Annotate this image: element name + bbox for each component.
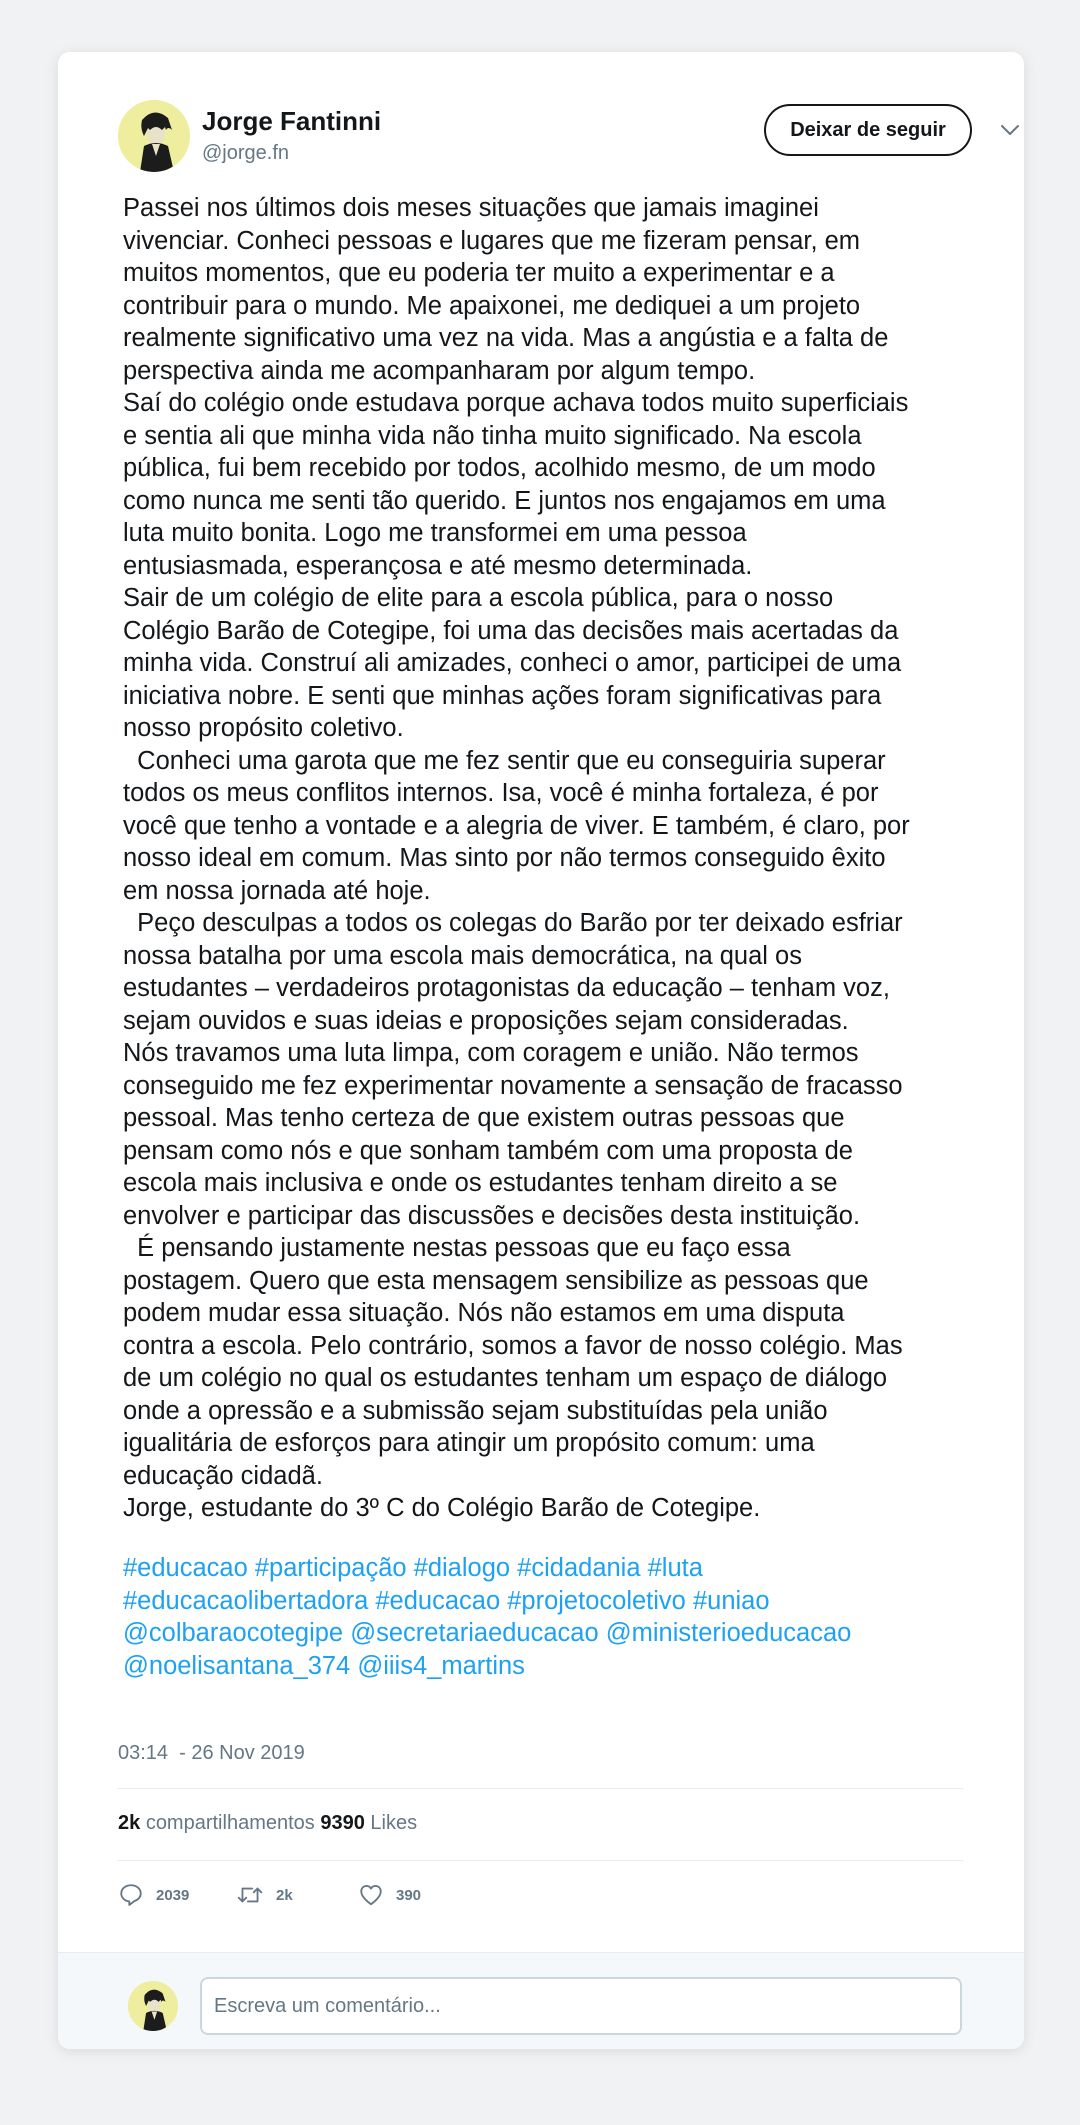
tweet-stats — [118, 1812, 417, 1835]
hashtag-link[interactable]: #participação — [254, 1554, 407, 1582]
mention-line — [123, 1650, 969, 1683]
likes-label[interactable]: Likes — [370, 1812, 418, 1834]
tweet-hashtags — [123, 1552, 969, 1682]
divider — [118, 1788, 964, 1789]
hashtag-link[interactable]: #cidadania — [517, 1554, 641, 1582]
unfollow-button[interactable]: Deixar de seguir — [764, 104, 972, 156]
like-button[interactable] — [358, 1880, 421, 1910]
hashtag-link[interactable]: #educacao — [375, 1586, 501, 1615]
hashtag-link[interactable]: #uniao — [692, 1586, 770, 1615]
tweet-card — [58, 52, 1024, 2049]
reply-button[interactable] — [118, 1880, 189, 1910]
comment-input[interactable] — [200, 1977, 962, 2035]
tweet-header — [118, 100, 968, 180]
user-avatar-icon — [128, 1981, 178, 2031]
retweet-count: 2k — [276, 1886, 293, 1904]
composer-avatar — [128, 1981, 178, 2031]
hashtag-line — [123, 1552, 969, 1585]
heart-icon — [358, 1882, 384, 1908]
reply-icon — [118, 1882, 144, 1908]
author-avatar[interactable] — [118, 100, 190, 172]
mention-line — [123, 1617, 969, 1650]
mention-link[interactable]: @secretariaeducacao — [350, 1619, 599, 1647]
shares-count[interactable]: 2k — [118, 1812, 141, 1834]
user-avatar-icon — [118, 100, 190, 172]
like-count: 390 — [396, 1886, 422, 1904]
mention-link[interactable]: @ministerioeducacao — [605, 1619, 852, 1647]
tweet-actions — [118, 1880, 718, 1910]
mention-link[interactable]: @iiis4_martins — [357, 1651, 525, 1680]
chevron-down-icon[interactable] — [998, 118, 1022, 142]
tweet-timestamp[interactable]: 03:14 - 26 Nov 2019 — [118, 1742, 305, 1764]
shares-label[interactable]: compartilhamentos — [145, 1812, 315, 1834]
author-handle[interactable]: @jorge.fn — [202, 142, 290, 164]
reply-count: 2039 — [156, 1886, 190, 1904]
tweet-text: Passei nos últimos dois meses situações que jamais imaginei vivenciar. Conheci pessoas e lugares que me fizeram pensar, em muitos momentos, que eu poderia ter muito a experimentar e a contribuir para o mundo. Me apaixonei, me dediquei a um projeto realmente significativo uma vez na vida. Mas a angústia e a falta de perspectiva ainda me acompanharam por algum tempo. Saí do colégio onde estudava porque achava todos muito superficiais e sentia ali que minha vida não tinha muito significado. Na escola pública, fui bem recebido por todos, acolhido mesmo, de um modo como nunca me senti tão querido. E juntos nos engajamos em uma luta muito bonita. Logo me transformei em uma pessoa entusiasmada, esperançosa e até mesmo determinada. Sair de um colégio de elite para a escola pública, para o nosso Colégio Barão de Cotegipe, foi uma das decisões mais acertadas da minha vida. Construí ali amizades, conheci o amor, participei de uma iniciativa nobre. E senti que minhas ações foram significativas para nosso propósito coletivo. Conheci uma garota que me fez sentir que eu conseguiria superar todos os meus conflitos internos. Isa, você é minha fortaleza, é por você que tenho a vontade e a alegria de viver. E também, é claro, por nosso ideal em comum. Mas sinto por não termos conseguido êxito em nossa jornada até hoje. Peço desculpas a todos os colegas do Barão por ter deixado esfriar nossa batalha por uma escola mais democrática, na qual os estudantes – verdadeiros protagonistas da educação – tenham voz, sejam ouvidos e suas ideias e proposições sejam consideradas. Nós travamos uma luta limpa, com coragem e união. Não termos conseguido me fez experimentar novamente a sensação de fracasso pessoal. Mas tenho certeza de que existem outras pessoas que pensam como nós e que sonham também com uma proposta de escola mais inclusiva e onde os estudantes tenham direito a se envolver e participar das discussões e decisões desta instituição. É pensando justamente nestas pessoas que eu faço essa postagem. Quero que esta mensagem sensibilize as pessoas que podem mudar essa situação. Nós não estamos em uma disputa contra a escola. Pelo contrário, somos a favor de nosso colégio. Mas de um colégio no qual os estudantes tenham um espaço de diálogo onde a opressão e a submissão sejam substituídas pela união igualitária de esforços para atingir um propósito comum: uma educação cidadã. Jorge, estudante do 3º C do Colégio Barão de Cotegipe. — [123, 194, 910, 1522]
hashtag-link[interactable]: #projetocoletivo — [507, 1586, 686, 1615]
mention-link[interactable]: @noelisantana_374 — [123, 1651, 351, 1680]
hashtag-link[interactable]: #luta — [647, 1554, 703, 1582]
retweet-icon — [236, 1882, 264, 1908]
comment-composer — [58, 1952, 1024, 2049]
hashtag-link[interactable]: #educacaolibertadora — [123, 1586, 369, 1615]
hashtag-link[interactable]: #dialogo — [413, 1554, 511, 1582]
likes-count[interactable]: 9390 — [320, 1812, 365, 1834]
mention-link[interactable]: @colbaraocotegipe — [123, 1619, 344, 1647]
hashtag-link[interactable]: #educacao — [123, 1554, 248, 1582]
author-name[interactable]: Jorge Fantinni — [202, 106, 382, 136]
divider — [118, 1860, 964, 1861]
retweet-button[interactable] — [236, 1880, 293, 1910]
hashtag-line — [123, 1585, 969, 1618]
